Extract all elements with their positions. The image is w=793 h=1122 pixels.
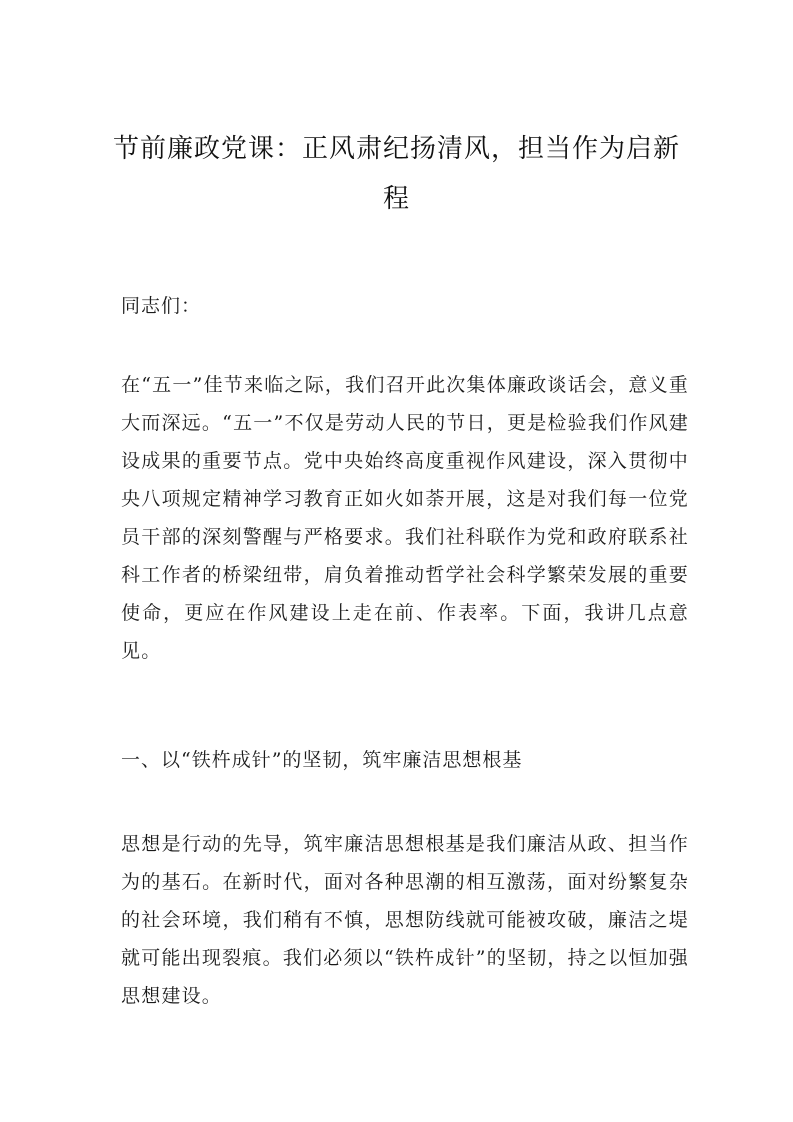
paragraph-section-1: 思想是行动的先导，筑牢廉洁思想根基是我们廉洁从政、担当作为的基石。在新时代，面对各种思潮的相互激荡，面对纷繁复杂的社会环境，我们稍有不慎，思想防线就可能被攻破，廉洁之堤就可能出现裂痕。我们必须以“铁杵成针”的坚韧，持之以恒加强思想建设。	[121, 833, 689, 1007]
paragraph-intro: 在“五一”佳节来临之际，我们召开此次集体廉政谈话会，意义重大而深远。“五一”不仅是劳动人民的节日，更是检验我们作风建设成果的重要节点。党中央始终高度重视作风建设，深入贯彻中央八项规定精神学习教育正如火如荼开展，这是对我们每一位党员干部的深刻警醒与严格要求。我们社科联作为党和政府联系社科工作者的桥梁纽带，肩负着推动哲学社会科学繁荣发展的重要使命，更应在作风建设上走在前、作表率。下面，我讲几点意见。	[121, 374, 689, 662]
salutation: 同志们：	[121, 295, 202, 317]
section-heading: 一、以“铁杵成针”的坚韧，筑牢廉洁思想根基	[121, 749, 523, 771]
document-title: 节前廉政党课：正风肃纪扬清风，担当作为启新程	[112, 134, 680, 214]
